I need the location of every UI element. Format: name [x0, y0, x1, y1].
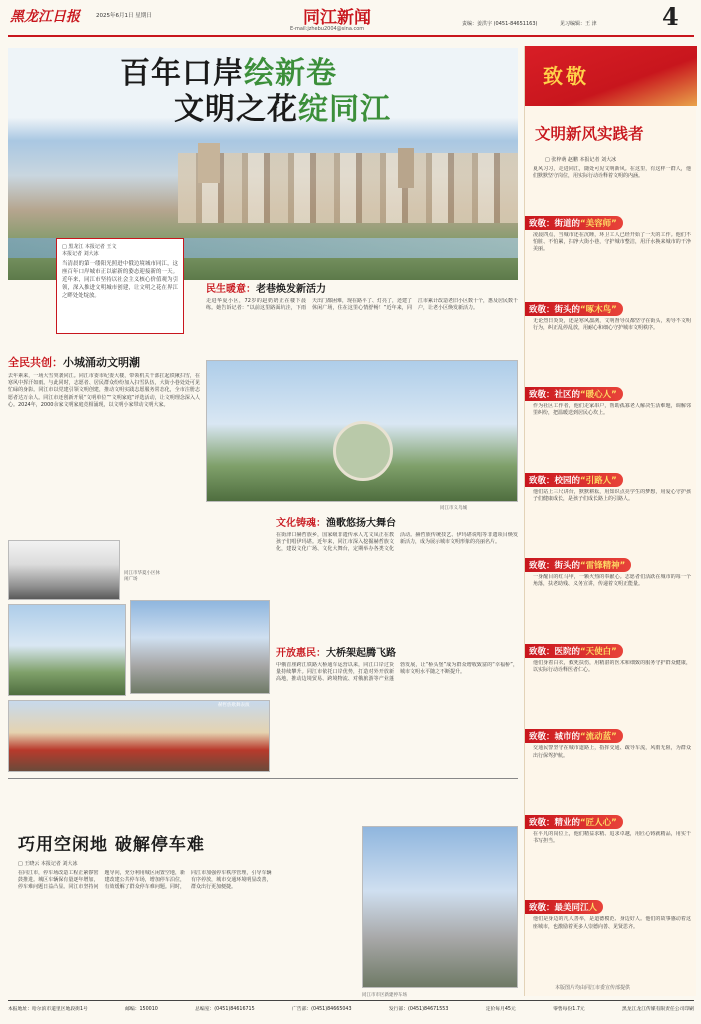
- sidebar-item-title-black: ：社区的: [546, 390, 581, 401]
- sidebar-item-label: [525, 302, 623, 316]
- footer-office: 总编室：(0451)84616715: [195, 1007, 255, 1012]
- kaifang-title-red: 开放惠民：: [276, 648, 326, 659]
- designer-credit: 见习编辑：王 津: [560, 21, 597, 27]
- photo-apartments: [130, 600, 270, 694]
- quanmin-text: 去年素来，一场大雪突袭同江。同江市委市纪委大楼，带领机关干部扛起铁锹扫雪，在寒风中挥汗如雨。与此同时，志愿者、居民群众纷纷加入扫雪队伍，大街小巷处处可见忙碌的身影。同江市以党建引领文明创建，推动文明实践志愿服务常态化，全市注册志愿者达万余人。同江市还创新开展“文明单位”“文明家庭”评选活动，让文明理念深入人心。2024年，2000余家文明家庭竞相涌现，以文明小家带动文明大家。: [8, 373, 200, 408]
- footer-rule: [8, 1000, 694, 1001]
- sidebar-item-title-red: “引路人”: [580, 475, 617, 486]
- intro-box: [56, 238, 184, 334]
- sidebar: [524, 46, 696, 996]
- caption-parking: 同江市市区新建停车场: [362, 993, 407, 998]
- tower-2: [398, 148, 414, 188]
- sidebar-item-text: 他们身着白衣，救死扶伤，用精湛的医术和细致的服务守护群众健康，以实际行动诠释医者仁心。: [533, 659, 691, 673]
- sidebar-item-title-red: “雷锋精神”: [580, 561, 626, 572]
- sidebar-item: [525, 900, 697, 986]
- headline: [120, 56, 480, 146]
- footer-price: 定价每月45元: [485, 1007, 516, 1012]
- headline-line1-red: 绘新卷: [244, 56, 337, 91]
- section-quanmin: [8, 354, 200, 536]
- photo-street: [8, 540, 120, 600]
- section-email: E-mail:jzhebu2004@sina.com: [290, 26, 365, 32]
- minsheng-text: 走进华夏小区，72岁的赵奶奶正在楼下晨练。她告诉记者：“以前这里路面坑洼，下雨天出门都困难，现在路平了、灯亮了，还建了休闲广场，住在这里心情舒畅！”近年来，同江市累计改造老旧小区数十个，惠及居民数千户，让老小区焕发新活力。: [206, 298, 518, 312]
- parking-headline: 巧用空闲地 破解停车难: [18, 835, 205, 855]
- sidebar-item-title-black: ：街头的: [546, 561, 581, 572]
- footer-address: 本报地址：哈尔滨市道里区地段街1号: [8, 1007, 88, 1012]
- wenhua-title-black: 渔歌悠扬大舞台: [326, 518, 396, 529]
- sidebar-item-title-black: ：城市的: [546, 732, 581, 743]
- sidebar-item-text: 一身醒目的红马甲，一颗火热的奉献心。志愿者们活跃在城市的每一个角落，扶老助残、义务宣讲，传递着文明正能量。: [533, 574, 691, 588]
- sidebar-item-label: [525, 900, 603, 914]
- section-kaifang-title: [276, 644, 518, 659]
- section-minsheng-title: [206, 280, 518, 295]
- sidebar-item-text: 无论烈日炎炎，还是寒风凛冽，文明督导员都坚守在街头，劝导不文明行为，纠正乱停乱放，用耐心和细心守护城市文明秩序。: [533, 317, 691, 331]
- sidebar-item-title-black: ：精业的: [546, 817, 581, 828]
- sidebar-item-label: [525, 558, 631, 572]
- sidebar-item-label: [525, 473, 623, 487]
- sidebar-item-title-red: “流动蓝”: [580, 732, 617, 743]
- sidebar-title: 文明新风实践者: [535, 124, 644, 143]
- page-number: 4: [662, 2, 679, 31]
- sidebar-footer-note: 本版图片均由同江市委宣传部提供: [555, 985, 631, 991]
- sidebar-item-text: 凌晨四点，当城市还在沉睡，环卫工人已经开始了一天的工作。他们不怕脏、不怕累，扫净大街小巷，守护城市整洁，用汗水换来城市的干净美丽。: [533, 232, 691, 253]
- bottom-divider: [8, 778, 518, 779]
- sidebar-item-title-red: “天使白”: [580, 646, 617, 657]
- headline-line2-black: 文明之花: [174, 92, 298, 127]
- section-title: 同江新闻: [303, 8, 371, 28]
- sidebar-item-text: 在平凡的岗位上，他们精益求精、追求卓越，用匠心铸就精品，用实干书写担当。: [533, 830, 691, 845]
- intro-byline-2: 本报记者 刘大冰: [62, 251, 99, 257]
- sidebar-items: [525, 216, 697, 986]
- issue-date: 2025年6月1日 星期日: [96, 13, 152, 19]
- section-wenhua-title: [276, 514, 518, 529]
- footer-ads: 广告部：(0451)84665043: [291, 1007, 352, 1012]
- headline-line1-black: 百年口岸: [120, 56, 244, 91]
- section-quanmin-title: [8, 354, 200, 370]
- sidebar-item-title-red: “啄木鸟”: [580, 304, 617, 315]
- headline-line2-red: 绽同江: [298, 92, 391, 127]
- sidebar-item-tag: 致敬: [529, 817, 547, 828]
- sidebar-item: [525, 729, 697, 815]
- intro-byline: □ 黑龙江 本报记者 王文: [62, 244, 117, 250]
- sidebar-item-tag: 致敬: [529, 732, 547, 743]
- quanmin-title-black: 小城涌动文明潮: [63, 356, 140, 369]
- sidebar-item-title-black: ：校园的: [546, 475, 581, 486]
- sidebar-item-title-black: ：街头的: [546, 304, 581, 315]
- sidebar-item-title-black: ：最美同江: [546, 903, 589, 914]
- caption-photo-1: 同江市华夏小区休闲广场: [124, 571, 160, 582]
- photo-road: [8, 604, 126, 696]
- sidebar-item-text: 他们是身边的凡人善举，是道德模范、身边好人。他们的故事感动着这座城市，也激励着更多人崇德向善、见贤思齐。: [533, 916, 691, 930]
- minsheng-title-red: 民生暖意：: [206, 284, 256, 295]
- sidebar-item: [525, 815, 697, 901]
- photo-aerial-square: [206, 360, 518, 502]
- sidebar-item: [525, 387, 697, 473]
- sidebar-item: [525, 558, 697, 644]
- sidebar-banner: [525, 46, 697, 106]
- photo-parking: [362, 826, 518, 988]
- sidebar-item-label: [525, 729, 623, 743]
- sidebar-intro: 夏风习习，走进同江，随处可见文明新风。在这里，有这样一群人，他们默默坚守岗位，用实际行动诠释着文明的内涵。: [533, 166, 691, 180]
- sidebar-item: [525, 473, 697, 559]
- sidebar-item-text: 交通民警坚守在城市道路上，指挥交通、疏导车流，风雨无阻，为群众出行保驾护航。: [533, 745, 691, 759]
- masthead: [0, 0, 701, 46]
- sidebar-item-title-black: ：街道的: [546, 219, 581, 229]
- plaza-circle: [333, 421, 393, 481]
- sidebar-item-title-red: “匠人心”: [580, 817, 617, 828]
- section-minsheng: [206, 280, 518, 352]
- footer-distribution: 发行部：(0451)84671553: [388, 1007, 449, 1012]
- sidebar-item-label: [525, 644, 623, 658]
- caption-aerial: 同江市义乌城: [440, 506, 467, 511]
- quanmin-title-red: 全民共创：: [8, 356, 63, 369]
- intro-text: 当清晨的第一缕阳光照进中俄边境城市同江，这座百年口岸城市正以崭新的姿态迎接新的一天。近年来，同江市坚持以社会主义核心价值观为引领，深入推进文明城市创建，让文明之花在界江之畔处处绽放。: [62, 261, 178, 299]
- photo-dancers: [8, 700, 270, 772]
- sidebar-item-title-black: ：医院的: [546, 646, 581, 657]
- sidebar-banner-text: 致敬: [543, 64, 589, 88]
- footer-postal: 邮编：150010: [125, 1007, 158, 1012]
- sidebar-item-title-red: “美容师”: [580, 219, 617, 229]
- skyline: [178, 153, 518, 223]
- sidebar-item-title-red: 人: [588, 903, 598, 914]
- minsheng-title-black: 老巷焕发新活力: [256, 284, 326, 295]
- sidebar-item-tag: 致敬: [529, 475, 547, 486]
- wenhua-title-red: 文化铸魂：: [276, 518, 326, 529]
- footer: [8, 1005, 694, 1019]
- tower-1: [198, 143, 220, 183]
- section-wenhua: [276, 514, 518, 640]
- masthead-rule: [8, 35, 694, 37]
- parking-text: 在同江市，停车场改造工程正紧锣密鼓推进。城区车辆保有量逐年增加，停车难问题日益凸显。同江市坚持问题导向，充分利用城区闲置空地，新建改建公共停车场，增加停车泊位，有效缓解了群众停车难问题。同时，同江市加强停车秩序管理，引导车辆有序停放，城市交通环境明显改善，群众出行更加便捷。: [18, 870, 272, 891]
- sidebar-byline: □ 张梓萌 赵鹏 本报记者 刘大冰: [545, 157, 617, 163]
- sidebar-item-tag: 致敬: [529, 903, 547, 914]
- sidebar-item-label: [525, 387, 623, 401]
- sidebar-item-text: 他们站上三尺讲台，默默耕耘，用知识点亮学生的梦想，用爱心守护孩子们健康成长，是孩子们成长路上的引路人。: [533, 488, 691, 502]
- sidebar-item-tag: 致敬: [529, 304, 547, 315]
- sidebar-item-label: [525, 815, 623, 829]
- sidebar-item-text: 作为社区工作者，他们走家串户，帮助孤寡老人解决生活难题，调解邻里纠纷，把温暖送到居民心坎上。: [533, 403, 691, 417]
- sidebar-item-tag: 致敬: [529, 561, 547, 572]
- kaifang-text: 中俄首座跨江铁路大桥通车运营以来，同江口岸过货量持续攀升。同江市依托口岸优势，打造对外开放新高地，推动边境贸易、跨境物流、对俄旅游等产业蓬勃发展，让“桥头堡”成为群众增收致富的“幸福桥”，城市文明水平随之不断提升。: [276, 662, 518, 683]
- caption-dancers: 赫哲族歌舞表演: [218, 703, 250, 708]
- sidebar-item-tag: 致敬: [529, 390, 547, 401]
- kaifang-title-black: 大桥架起腾飞路: [326, 648, 396, 659]
- sidebar-item-tag: 致敬: [529, 219, 547, 229]
- editor-credit: 责编：姜洪宇 (0451-84651163): [462, 21, 538, 27]
- sidebar-item-label: [525, 216, 623, 230]
- sidebar-item: [525, 644, 697, 730]
- newspaper-logo: 黑龙江日报: [10, 9, 80, 25]
- sidebar-item-title-red: “暖心人”: [580, 390, 617, 401]
- sidebar-item-tag: 致敬: [529, 646, 547, 657]
- parking-byline: □ 王晓云 本报记者 刘大冰: [18, 861, 78, 867]
- footer-retail: 零售每份1.7元: [553, 1007, 585, 1012]
- sidebar-item: [525, 302, 697, 388]
- footer-printer: 黑龙江龙江传媒有限责任公司印刷: [622, 1007, 694, 1012]
- wenhua-text: 在街津口赫哲族乡，国家级非遗传承人尤文凤正在教孩子们唱伊玛堪。近年来，同江市深入挖掘赫哲族文化，建设文化广场、文化大舞台，定期举办各类文化活动。赫哲族传统技艺、伊玛堪说唱等非遗项目焕发新活力，成为展示城市文明形象的亮丽名片。: [276, 532, 518, 553]
- section-kaifang: [276, 644, 518, 772]
- sidebar-item: [525, 216, 697, 302]
